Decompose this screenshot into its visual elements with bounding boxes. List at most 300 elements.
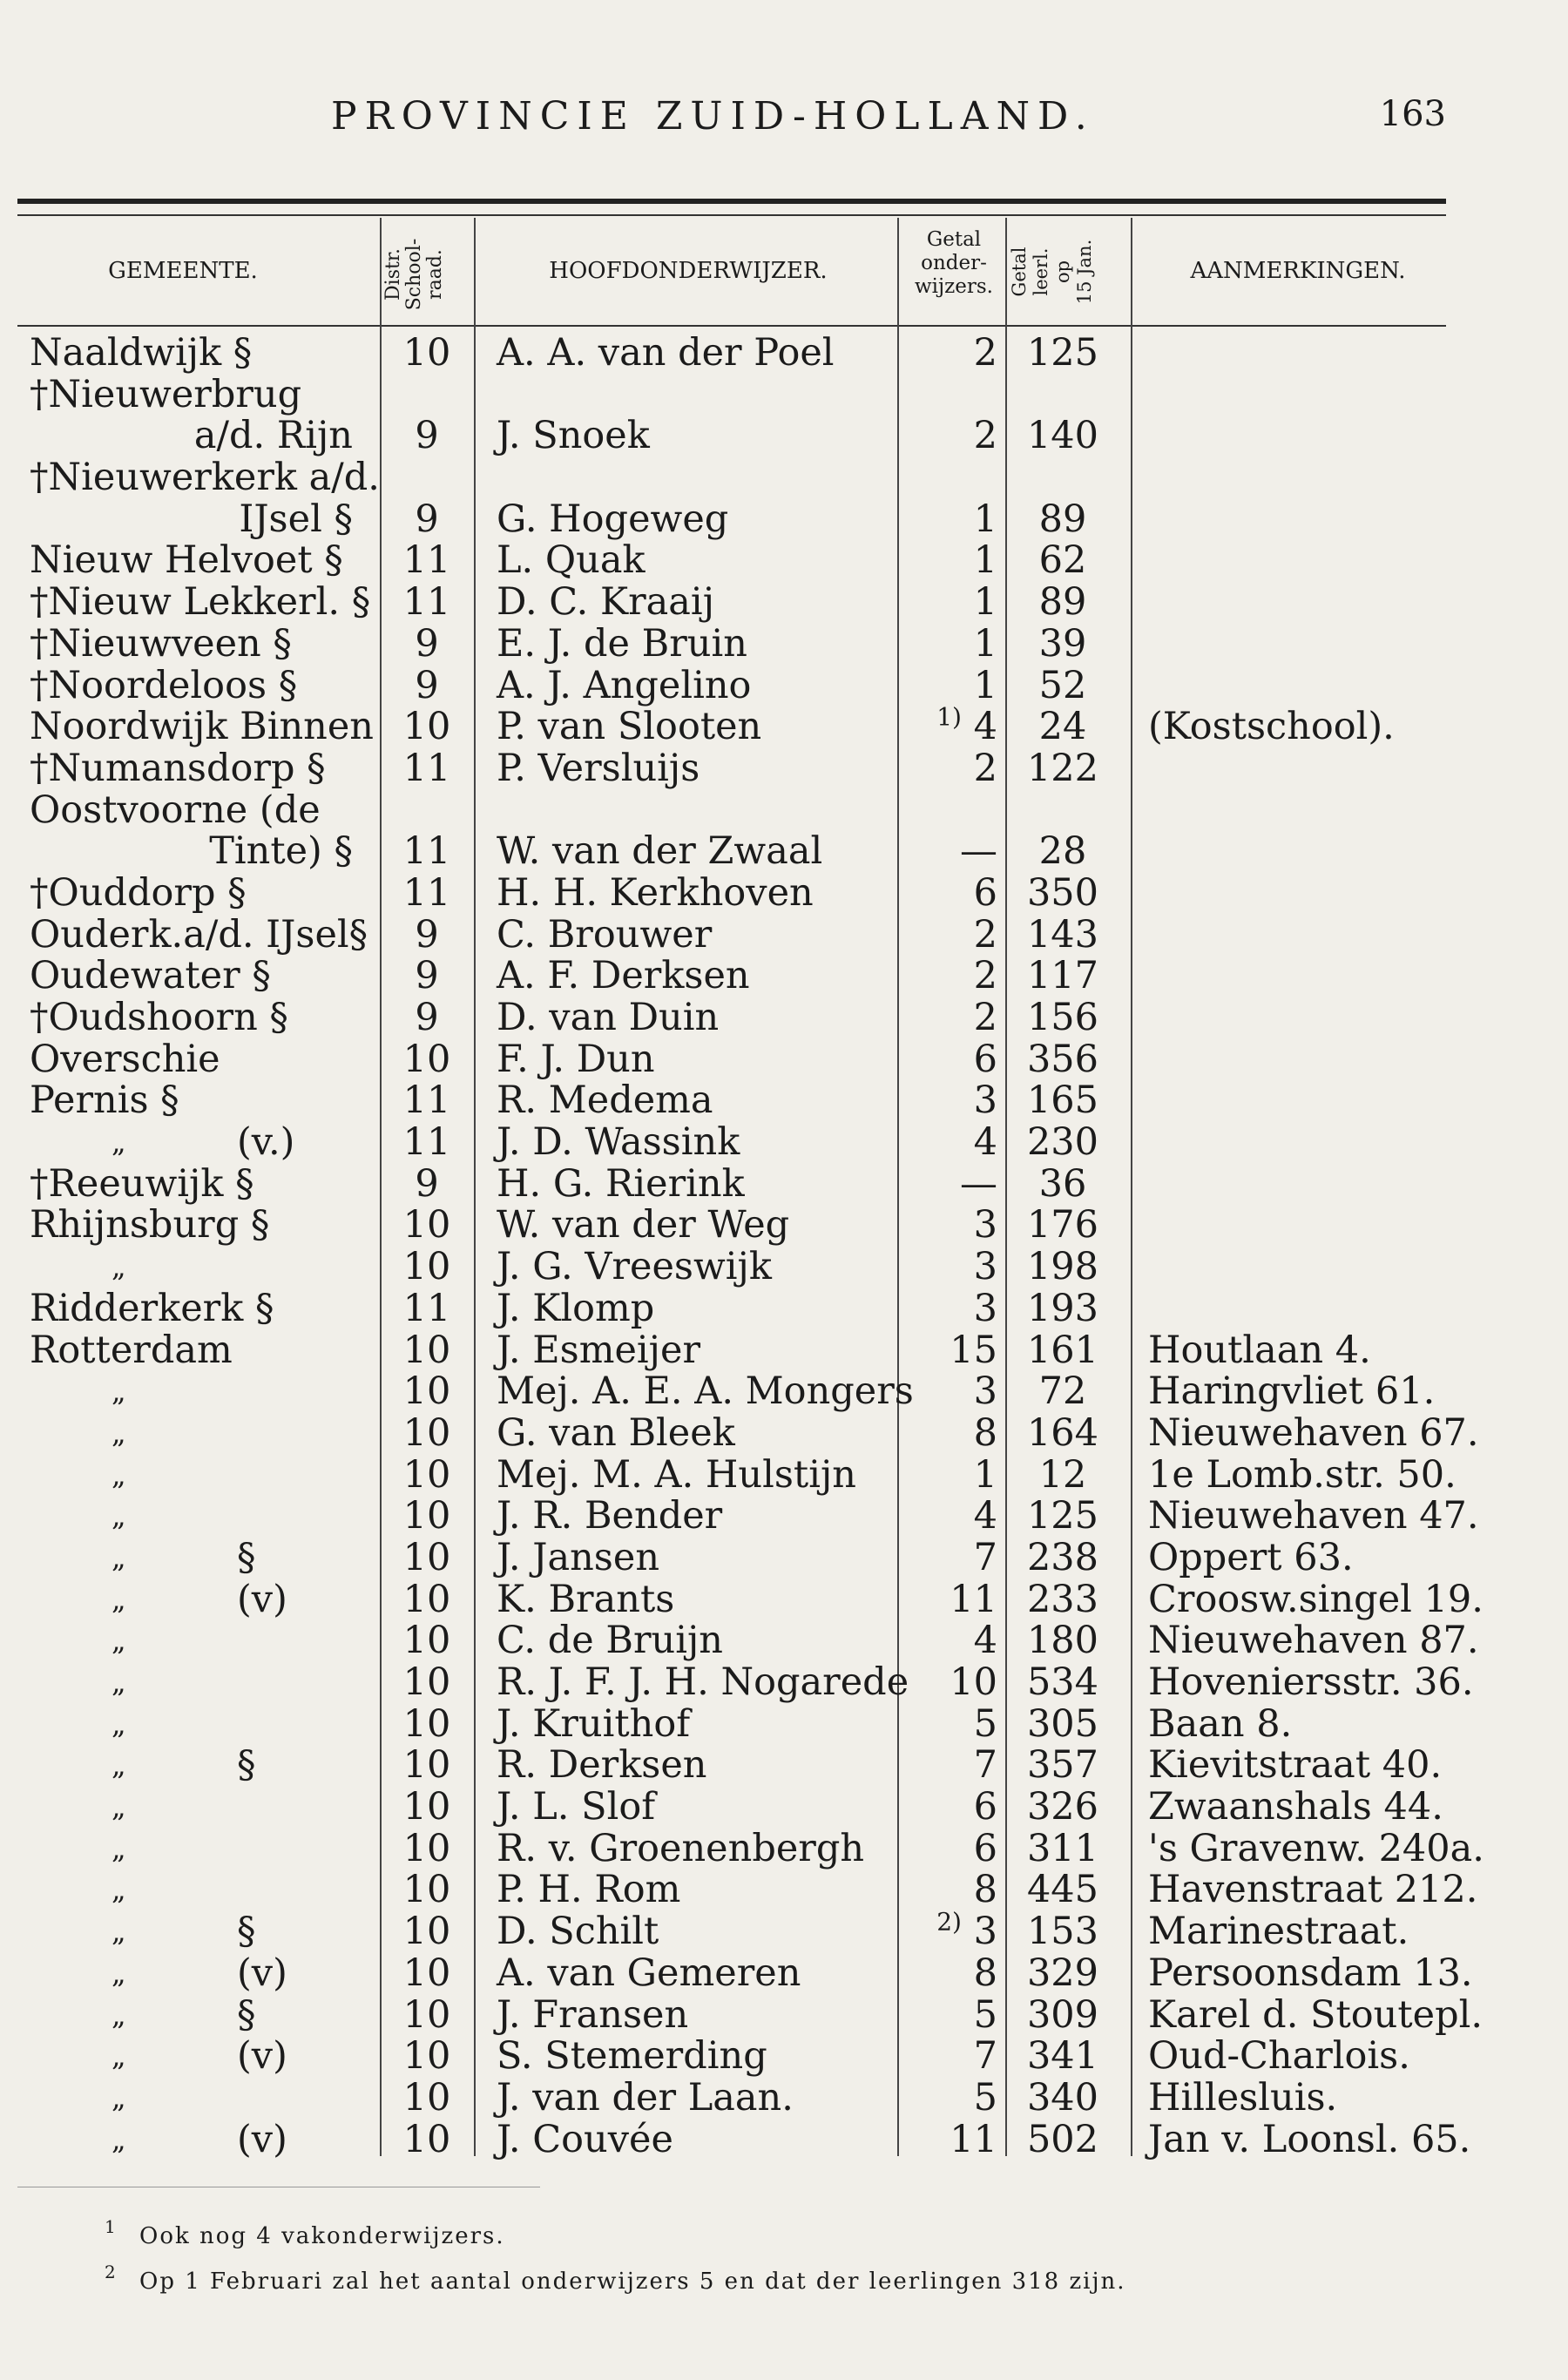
cell-getal-leerlingen: 176 (1026, 1203, 1099, 1247)
cell-gemeente: „ (112, 1582, 126, 1616)
cell-gemeente: „ (112, 1375, 126, 1409)
table-row (0, 1122, 1568, 1164)
cell-getal-onderwijzers (906, 1452, 997, 1497)
footnote-reference: 2) (936, 1907, 962, 1937)
cell-hoofdonderwijzer: Mej. A. E. A. Mongers (497, 1369, 914, 1414)
cell-distr-schoolraad: 11 (402, 538, 451, 583)
getal-value: 1 (973, 663, 997, 707)
cell-getal-leerlingen: 534 (1026, 1660, 1099, 1704)
cell-gemeente: „ (112, 1416, 126, 1450)
getal-value: 5 (973, 2075, 997, 2120)
cell-hoofdonderwijzer: L. Quak (497, 538, 645, 583)
cell-getal-leerlingen: 156 (1026, 996, 1099, 1039)
table-row (0, 1039, 1568, 1081)
cell-distr-schoolraad: 11 (402, 746, 451, 790)
cell-getal-leerlingen: 36 (1038, 1161, 1087, 1206)
cell-gemeente: „ (112, 1250, 126, 1284)
cell-gemeente: †Reeuwijk § (30, 1161, 254, 1206)
cell-gemeente: †Nieuwerkerk a/d. (30, 456, 380, 500)
getal-value: 7 (973, 2034, 997, 2079)
cell-getal-onderwijzers (906, 1080, 997, 1122)
cell-aanmerkingen: Nieuwehaven 67. (1148, 1410, 1479, 1455)
cell-aanmerkingen: Kievitstraat 40. (1148, 1743, 1443, 1788)
table-row (0, 2036, 1568, 2078)
getal-value: 11 (950, 2117, 997, 2161)
page-number: 163 (1379, 94, 1446, 134)
getal-value: — (960, 829, 997, 874)
cell-hoofdonderwijzer: S. Stemerding (497, 2034, 767, 2079)
table-row (0, 416, 1568, 457)
cell-getal-leerlingen: 326 (1026, 1785, 1099, 1829)
table-row (0, 1247, 1568, 1288)
getal-value: 3 (973, 1245, 997, 1289)
col-head-leerl-line: 15 Jan. (1074, 239, 1095, 305)
cell-distr-schoolraad: 10 (402, 1785, 451, 1829)
col-head-gemeente: GEMEENTE. (108, 258, 258, 284)
cell-aanmerkingen: Marinestraat. (1148, 1910, 1409, 1954)
getal-value: 1 (973, 580, 997, 625)
cell-aanmerkingen: Nieuwehaven 87. (1148, 1619, 1479, 1663)
cell-gemeente: †Nieuw Lekkerl. § (30, 580, 371, 625)
cell-getal-leerlingen: 143 (1026, 912, 1099, 957)
cell-aanmerkingen: Havenstraat 212. (1148, 1868, 1478, 1912)
cell-getal-onderwijzers (906, 912, 997, 957)
cell-hoofdonderwijzer: J. Snoek (497, 414, 650, 458)
table-row (0, 1288, 1568, 1330)
cell-getal-onderwijzers (906, 1122, 997, 1164)
cell-hoofdonderwijzer: E. J. de Bruin (497, 621, 747, 666)
getal-value: 3 (973, 1369, 997, 1414)
cell-distr-schoolraad: 10 (402, 331, 451, 375)
cell-hoofdonderwijzer: J. Klomp (497, 1286, 655, 1330)
getal-value: 2 (973, 746, 997, 790)
cell-distr-schoolraad: 10 (402, 2075, 451, 2120)
cell-distr-schoolraad: 10 (402, 1660, 451, 1704)
getal-value: 7 (973, 1743, 997, 1788)
cell-distr-schoolraad: 9 (415, 497, 439, 541)
table-row (0, 1371, 1568, 1413)
cell-gemeente: †Noordeloos § (30, 663, 298, 707)
getal-value: 3 (973, 1078, 997, 1123)
cell-gemeente: „ (112, 1873, 126, 1907)
cell-gemeente-mark: (v) (237, 2034, 287, 2079)
cell-hoofdonderwijzer: D. Schilt (497, 1910, 659, 1954)
cell-getal-onderwijzers (906, 1620, 997, 1662)
running-title: PROVINCIE ZUID-HOLLAND. (331, 94, 1095, 139)
cell-distr-schoolraad: 10 (402, 1535, 451, 1579)
cell-aanmerkingen: Croosw.singel 19. (1148, 1577, 1484, 1621)
table-row (0, 956, 1568, 997)
cell-distr-schoolraad: 10 (402, 1328, 451, 1372)
table-row (0, 912, 1568, 957)
getal-value: 5 (973, 1701, 997, 1746)
footnotes (0, 2216, 1568, 2314)
cell-getal-onderwijzers (906, 748, 997, 790)
cell-hoofdonderwijzer: P. H. Rom (497, 1868, 681, 1912)
getal-value: 4 (973, 1120, 997, 1165)
col-head-leerl-line: Getal (1009, 247, 1030, 297)
getal-value: 8 (973, 1410, 997, 1455)
cell-getal-onderwijzers (906, 2117, 997, 2161)
table-row (0, 1992, 1568, 2037)
cell-hoofdonderwijzer: R. v. Groenenbergh (497, 1826, 865, 1870)
cell-getal-leerlingen: 309 (1026, 1992, 1099, 2037)
cell-getal-onderwijzers (906, 1992, 997, 2037)
cell-getal-onderwijzers (906, 416, 997, 457)
cell-gemeente: a/d. Rijn (193, 414, 353, 458)
cell-hoofdonderwijzer: G. van Bleek (497, 1410, 735, 1455)
cell-distr-schoolraad: 11 (402, 1078, 451, 1123)
table-row (0, 1826, 1568, 1870)
cell-aanmerkingen: Oud-Charlois. (1148, 2034, 1410, 2079)
cell-getal-onderwijzers (906, 621, 997, 666)
cell-getal-onderwijzers (906, 1953, 997, 1995)
cell-aanmerkingen: Baan 8. (1148, 1701, 1293, 1746)
table-row (0, 621, 1568, 666)
cell-gemeente: †Numansdorp § (30, 746, 326, 790)
cell-aanmerkingen: 1e Lomb.str. 50. (1148, 1452, 1456, 1497)
cell-aanmerkingen: Karel d. Stoutepl. (1148, 1992, 1484, 2037)
cell-gemeente: „ (112, 2039, 126, 2073)
cell-gemeente: Naaldwijk § (30, 331, 253, 375)
cell-hoofdonderwijzer: J. Fransen (497, 1992, 689, 2037)
cell-getal-leerlingen: 122 (1026, 746, 1099, 790)
cell-getal-onderwijzers (906, 1496, 997, 1538)
cell-distr-schoolraad: 10 (402, 1992, 451, 2037)
cell-getal-onderwijzers (906, 1701, 997, 1746)
cell-getal-leerlingen: 72 (1038, 1369, 1087, 1414)
table-row (0, 1410, 1568, 1455)
school-table (0, 333, 1568, 2160)
cell-distr-schoolraad: 10 (402, 1203, 451, 1247)
cell-hoofdonderwijzer: R. Medema (497, 1078, 713, 1123)
cell-distr-schoolraad: 11 (402, 1286, 451, 1330)
table-row (0, 702, 1568, 749)
cell-gemeente: †Oudshoorn § (30, 996, 288, 1039)
cell-gemeente: „ (112, 1540, 126, 1574)
cell-gemeente: „ (112, 1126, 126, 1160)
table-row (0, 748, 1568, 790)
cell-getal-onderwijzers (906, 1288, 997, 1330)
getal-value: 1 (973, 538, 997, 583)
cell-getal-leerlingen: 24 (1038, 705, 1087, 749)
cell-distr-schoolraad: 10 (402, 2034, 451, 2079)
table-row (0, 540, 1568, 582)
cell-distr-schoolraad: 10 (402, 1452, 451, 1497)
cell-gemeente: „ (112, 1831, 126, 1865)
col-head-getal-line: Getal (926, 228, 982, 251)
table-row (0, 870, 1568, 915)
cell-gemeente: „ (112, 1666, 126, 1699)
getal-value: 2 (973, 912, 997, 957)
cell-distr-schoolraad: 9 (415, 954, 439, 998)
cell-getal-onderwijzers (906, 1907, 997, 1954)
cell-getal-leerlingen: 89 (1038, 497, 1087, 541)
cell-gemeente: „ (112, 1998, 126, 2032)
cell-getal-leerlingen: 233 (1026, 1577, 1099, 1621)
cell-getal-leerlingen: 62 (1038, 538, 1087, 583)
cell-getal-onderwijzers (906, 540, 997, 582)
table-row (0, 663, 1568, 707)
cell-aanmerkingen: Zwaanshals 44. (1148, 1785, 1443, 1829)
cell-hoofdonderwijzer: D. van Duin (497, 996, 720, 1039)
table-row (0, 372, 1568, 416)
cell-getal-leerlingen: 161 (1026, 1328, 1099, 1372)
table-row (0, 1535, 1568, 1579)
cell-getal-onderwijzers (906, 1247, 997, 1288)
cell-getal-leerlingen: 52 (1038, 663, 1087, 707)
getal-value: 8 (973, 1951, 997, 1995)
cell-aanmerkingen: Persoonsdam 13. (1148, 1951, 1473, 1995)
cell-getal-leerlingen: 238 (1026, 1535, 1099, 1579)
col-head-leerl-line: op (1052, 260, 1073, 284)
col-head-distr (383, 222, 453, 327)
table-row (0, 1745, 1568, 1787)
getal-value: 3 (973, 1286, 997, 1330)
cell-hoofdonderwijzer: J. van der Laan. (497, 2075, 794, 2120)
table-row (0, 1330, 1568, 1372)
cell-getal-leerlingen: 89 (1038, 580, 1087, 625)
cell-gemeente: Noordwijk Binnen (30, 705, 374, 749)
cell-distr-schoolraad: 10 (402, 1410, 451, 1455)
cell-getal-leerlingen: 329 (1026, 1951, 1099, 1995)
cell-getal-leerlingen: 357 (1026, 1743, 1099, 1788)
cell-getal-onderwijzers (906, 663, 997, 707)
getal-value: 2 (973, 954, 997, 998)
getal-value: 2 (973, 331, 997, 375)
cell-gemeente: Pernis § (30, 1078, 179, 1123)
cell-gemeente: Rhijnsburg § (30, 1203, 270, 1247)
col-head-distr-line: raad. (424, 249, 446, 300)
cell-distr-schoolraad: 9 (415, 621, 439, 666)
cell-distr-schoolraad: 10 (402, 1494, 451, 1538)
cell-distr-schoolraad: 10 (402, 1910, 451, 1954)
table-row (0, 2117, 1568, 2161)
table-row (0, 997, 1568, 1039)
getal-value: 15 (950, 1328, 997, 1372)
table-row (0, 831, 1568, 873)
table-row (0, 457, 1568, 499)
cell-getal-leerlingen: 165 (1026, 1078, 1099, 1123)
cell-gemeente: „ (112, 1707, 126, 1741)
cell-distr-schoolraad: 10 (402, 1951, 451, 1995)
cell-aanmerkingen: (Kostschool). (1148, 705, 1395, 749)
getal-value: 3 (973, 1910, 997, 1954)
table-row (0, 1452, 1568, 1497)
cell-gemeente: Overschie (30, 1037, 220, 1081)
getal-value: 4 (973, 705, 997, 749)
cell-gemeente-mark: (v) (237, 1951, 287, 1995)
cell-distr-schoolraad: 10 (402, 1037, 451, 1081)
cell-getal-leerlingen: 356 (1026, 1037, 1099, 1081)
col-head-leerl (1009, 224, 1099, 320)
col-head-getal (897, 228, 1010, 299)
column-head-rule (17, 325, 1446, 327)
table-row (0, 790, 1568, 832)
cell-distr-schoolraad: 11 (402, 1120, 451, 1165)
cell-gemeente: IJsel § (239, 497, 353, 541)
cell-gemeente: „ (112, 1748, 126, 1782)
cell-gemeente: Ouderk.a/d. IJsel§ (30, 912, 368, 957)
cell-distr-schoolraad: 10 (402, 1245, 451, 1289)
cell-aanmerkingen: Haringvliet 61. (1148, 1369, 1436, 1414)
footnote-number: 1 (105, 2216, 118, 2237)
cell-getal-leerlingen: 117 (1026, 954, 1099, 998)
col-head-distr-line: School- (403, 238, 425, 311)
cell-distr-schoolraad: 10 (402, 2117, 451, 2161)
cell-getal-leerlingen: 28 (1038, 829, 1087, 874)
col-head-hoofd: HOOFDONDERWIJZER. (549, 258, 828, 284)
getal-value: 2 (973, 414, 997, 458)
cell-hoofdonderwijzer: J. L. Slof (497, 1785, 656, 1829)
cell-aanmerkingen: Oppert 63. (1148, 1535, 1354, 1579)
cell-gemeente: Oudewater § (30, 954, 271, 998)
getal-value: 8 (973, 1868, 997, 1912)
getal-value: 6 (973, 1785, 997, 1829)
table-row (0, 1953, 1568, 1995)
cell-hoofdonderwijzer: A. A. van der Poel (497, 331, 835, 375)
cell-distr-schoolraad: 10 (402, 1369, 451, 1414)
cell-hoofdonderwijzer: W. van der Weg (497, 1203, 790, 1247)
cell-getal-onderwijzers (906, 499, 997, 541)
table-row (0, 2075, 1568, 2120)
footnote-text: Op 1 Februari zal het aantal onderwijzers 5 en dat der leerlingen 318 zijn. (139, 2268, 1126, 2295)
table-row (0, 1620, 1568, 1662)
cell-gemeente: †Nieuwerbrug (30, 372, 302, 416)
cell-getal-onderwijzers (906, 1410, 997, 1455)
col-head-leerl-line: leerl. (1031, 247, 1051, 296)
cell-getal-onderwijzers (906, 1535, 997, 1579)
cell-gemeente: „ (112, 1499, 126, 1533)
table-row (0, 1080, 1568, 1122)
header-rule-thick (17, 199, 1446, 204)
cell-hoofdonderwijzer: C. Brouwer (497, 912, 713, 957)
getal-value: 6 (973, 1826, 997, 1870)
col-head-distr-line: Distr. (382, 248, 404, 301)
cell-hoofdonderwijzer: J. G. Vreeswijk (497, 1245, 772, 1289)
cell-getal-leerlingen: 12 (1038, 1452, 1087, 1497)
footnote (0, 2262, 1568, 2314)
getal-value: — (960, 1161, 997, 1206)
table-row (0, 1161, 1568, 1206)
cell-hoofdonderwijzer: R. J. F. J. H. Nogarede (497, 1660, 909, 1704)
cell-getal-onderwijzers (906, 1787, 997, 1829)
cell-aanmerkingen: Nieuwehaven 47. (1148, 1494, 1479, 1538)
cell-getal-onderwijzers (906, 1205, 997, 1247)
cell-gemeente: Oostvoorne (de (30, 788, 321, 832)
getal-value: 1 (973, 621, 997, 666)
getal-value: 4 (973, 1619, 997, 1663)
cell-distr-schoolraad: 10 (402, 1577, 451, 1621)
cell-hoofdonderwijzer: H. H. Kerkhoven (497, 870, 814, 915)
cell-getal-leerlingen: 445 (1026, 1868, 1099, 1912)
getal-value: 10 (950, 1660, 997, 1704)
cell-gemeente: †Nieuwveen § (30, 621, 292, 666)
cell-hoofdonderwijzer: P. van Slooten (497, 705, 762, 749)
cell-getal-onderwijzers (906, 956, 997, 997)
cell-distr-schoolraad: 11 (402, 829, 451, 874)
cell-getal-onderwijzers (906, 831, 997, 873)
cell-getal-onderwijzers (906, 870, 997, 915)
getal-value: 4 (973, 1494, 997, 1538)
cell-distr-schoolraad: 9 (415, 663, 439, 707)
cell-hoofdonderwijzer: D. C. Kraaij (497, 580, 715, 625)
cell-getal-onderwijzers (906, 1371, 997, 1413)
getal-value: 5 (973, 1992, 997, 2037)
cell-hoofdonderwijzer: K. Brants (497, 1577, 675, 1621)
cell-hoofdonderwijzer: A. F. Derksen (497, 954, 750, 998)
cell-hoofdonderwijzer: J. Kruithof (497, 1701, 691, 1746)
cell-gemeente: †Ouddorp § (30, 870, 247, 915)
table-row (0, 1205, 1568, 1247)
cell-hoofdonderwijzer: P. Versluijs (497, 746, 700, 790)
cell-aanmerkingen: Hoveniersstr. 36. (1148, 1660, 1474, 1704)
getal-value: 1 (973, 497, 997, 541)
cell-hoofdonderwijzer: J. Esmeijer (497, 1328, 701, 1372)
table-row (0, 333, 1568, 375)
cell-hoofdonderwijzer: J. R. Bender (497, 1494, 723, 1538)
table-row (0, 1701, 1568, 1746)
table-row (0, 582, 1568, 624)
cell-distr-schoolraad: 10 (402, 1868, 451, 1912)
footnote-reference: 1) (936, 702, 962, 732)
cell-hoofdonderwijzer: R. Derksen (497, 1743, 707, 1788)
cell-aanmerkingen: Jan v. Loonsl. 65. (1148, 2117, 1471, 2161)
cell-gemeente-mark: § (237, 1992, 256, 2037)
table-row (0, 1907, 1568, 1954)
cell-gemeente: „ (112, 1624, 126, 1658)
cell-distr-schoolraad: 9 (415, 1161, 439, 1206)
cell-getal-leerlingen: 230 (1026, 1120, 1099, 1165)
footnote (0, 2216, 1568, 2268)
cell-gemeente: „ (112, 1915, 126, 1949)
cell-gemeente-mark: (v) (237, 2117, 287, 2161)
cell-aanmerkingen: 's Gravenw. 240a. (1148, 1826, 1484, 1870)
cell-distr-schoolraad: 9 (415, 414, 439, 458)
getal-value: 2 (973, 996, 997, 1039)
getal-value: 7 (973, 1535, 997, 1579)
getal-value: 6 (973, 870, 997, 915)
table-row (0, 1496, 1568, 1538)
cell-distr-schoolraad: 11 (402, 870, 451, 915)
cell-gemeente-mark: (v) (237, 1577, 287, 1621)
cell-distr-schoolraad: 11 (402, 580, 451, 625)
cell-gemeente: „ (112, 1457, 126, 1491)
table-row (0, 1579, 1568, 1621)
cell-distr-schoolraad: 10 (402, 705, 451, 749)
cell-getal-onderwijzers (906, 1039, 997, 1081)
cell-getal-leerlingen: 125 (1026, 331, 1099, 375)
cell-getal-leerlingen: 311 (1026, 1826, 1099, 1870)
cell-gemeente: „ (112, 1790, 126, 1824)
cell-distr-schoolraad: 9 (415, 912, 439, 957)
table-row (0, 499, 1568, 541)
col-head-getal-line: onder- (921, 252, 987, 274)
cell-getal-leerlingen: 180 (1026, 1619, 1099, 1663)
cell-getal-onderwijzers (906, 1161, 997, 1206)
cell-getal-leerlingen: 193 (1026, 1286, 1099, 1330)
cell-getal-onderwijzers (906, 582, 997, 624)
footnote-text: Ook nog 4 vakonderwijzers. (139, 2223, 505, 2249)
cell-distr-schoolraad: 10 (402, 1619, 451, 1663)
cell-getal-leerlingen: 39 (1038, 621, 1087, 666)
cell-hoofdonderwijzer: W. van der Zwaal (497, 829, 823, 874)
cell-hoofdonderwijzer: F. J. Dun (497, 1037, 655, 1081)
cell-hoofdonderwijzer: H. G. Rierink (497, 1161, 745, 1206)
cell-distr-schoolraad: 10 (402, 1826, 451, 1870)
table-row (0, 1870, 1568, 1911)
cell-getal-onderwijzers (906, 1579, 997, 1621)
